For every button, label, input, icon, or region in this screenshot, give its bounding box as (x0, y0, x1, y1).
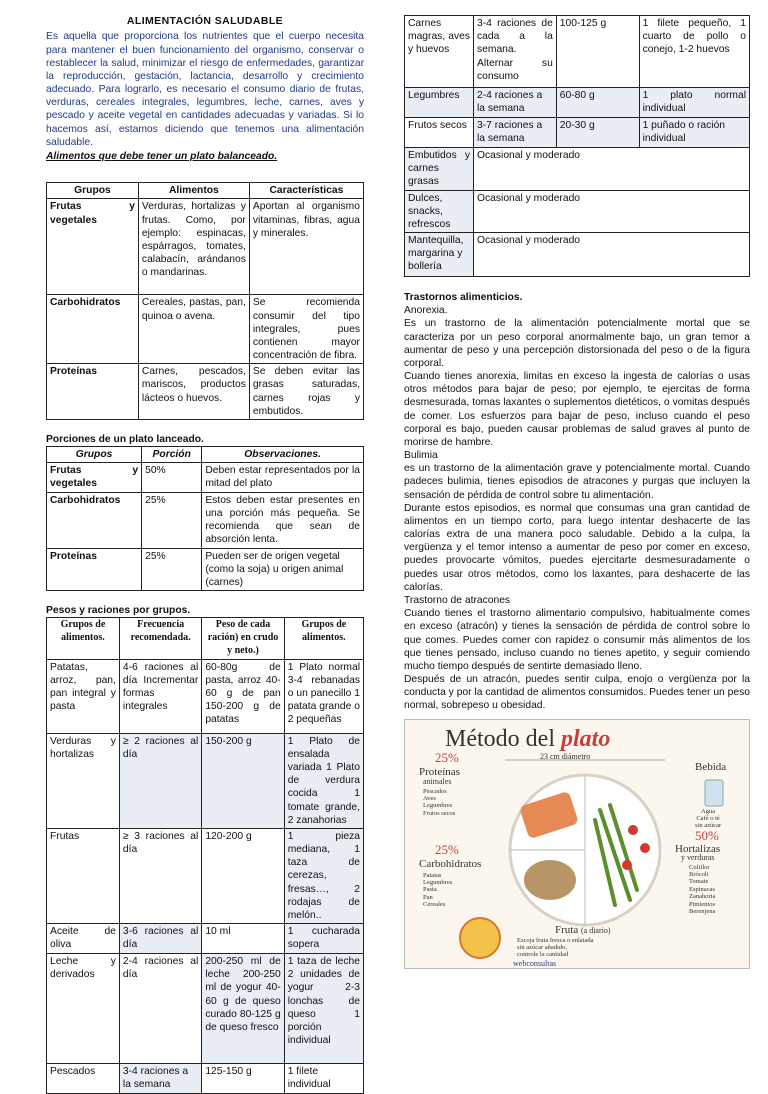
table-cell: ≥ 2 raciones al día (119, 733, 201, 828)
intro-paragraph: Es aquella que proporciona los nutrientes que el cuerpo necesita para mantener el buen funcionamiento del organismo, conservar o restablecer la salud, minimizar el riesgo de enfermedades, garantizar la reproducción, gestación, lactancia, desarrollo y crecimiento adecuado. Para lograrlo, es necesario el consumo diario de frutas, verduras, cereales integrales, legumbres, leche, carnes, aves y pescado y aceite vegetal en cantidades adecuadas y variadas. Si lo hacemos así, estamos diciendo que tenemos una alimentación saludable. (46, 31, 364, 148)
table-cell: 1 filete individual (284, 1064, 363, 1094)
table-cell: Ocasional y moderado (474, 148, 750, 191)
weights-table (46, 617, 364, 1094)
table-header-row (47, 183, 364, 199)
drink-label: Bebida (695, 760, 727, 773)
table-cell: Frutos secos (405, 118, 474, 148)
table-header: Grupos de alimentos. (47, 618, 120, 659)
table-cell: ≥ 3 raciones al día (119, 828, 201, 923)
vegetables-items: Coliflor Brócoli Tomate Espinacas Zanahoria Pimientos Berenjena (689, 863, 716, 916)
vegetables-label-2: y verduras (681, 852, 715, 862)
table-row (47, 954, 364, 1064)
anorexia-paragraph-2: Cuando tienes anorexia, limitas en exceso la ingesta de calorías o usas otros métodos para bajar de peso; por ejemplo, te ejercitas de forma desmesurada, tomas laxantes o suplementos dietéticos, o vomitas después de comer. Los esfuerzos para bajar de peso, incluso cuando el peso corporal es bajo, pueden causar problemas de salud graves al punto de morirse de hambre. (404, 371, 750, 448)
table-cell: 3-6 raciones al día (119, 924, 201, 954)
table-cell: Ocasional y moderado (474, 190, 750, 233)
carbs-items: Patatas Legumbres Pasta Pan Cereales (423, 871, 453, 909)
table-row (47, 295, 364, 364)
table-cell: Frutas (47, 828, 120, 923)
table-cell: 60-80g de pasta, arroz 40-60 g de pan 150-200 g de patatas (202, 659, 284, 733)
footer-brand: webconsultas (513, 958, 557, 968)
table-cell: Leche y derivados (47, 954, 120, 1064)
table-cell: 4-6 raciones al día Incrementar formas integrales (119, 659, 201, 733)
table-cell: 1 taza de leche 2 unidades de yogur 2-3 lonchas de queso 1 porción individual (284, 954, 363, 1064)
right-column (404, 0, 750, 969)
table-cell: Carbohidratos (47, 492, 142, 548)
table-row (47, 548, 364, 591)
table-cell: Legumbres (405, 88, 474, 118)
table-header: Alimentos (138, 183, 249, 199)
binge-paragraph-2: Después de un atracón, puedes sentir culpa, enojo o vergüenza por la conducta y por la cantidad de alimentos consumidos. Puedes tener un peso normal, sobrepeso u obesidad. (404, 674, 750, 712)
table-row (47, 199, 364, 295)
table-header-row (47, 618, 364, 659)
table-header: Grupos de alimentos. (284, 618, 363, 659)
table-row (47, 659, 364, 733)
table-cell: Proteínas (47, 364, 139, 420)
table-cell: 1 cucharada sopera (284, 924, 363, 954)
weights-table-continued (404, 15, 750, 277)
proteins-sub: animales (423, 776, 452, 786)
table-row (405, 88, 750, 118)
table-cell: 2-4 raciones al día (119, 954, 201, 1064)
table-header: Peso de cada ración) en crudo y neto.) (202, 618, 284, 659)
table-row (47, 733, 364, 828)
drink-items: Agua Café o té sin azúcar (695, 807, 722, 830)
table-cell: Carbohidratos (47, 295, 139, 364)
table-cell: 120-200 g (202, 828, 284, 923)
table-cell: Pueden ser de origen vegetal (como la soja) u origen animal (carnes) (202, 548, 364, 591)
table-row (47, 463, 364, 492)
fruit-bowl-icon (460, 918, 500, 958)
proteins-items: Pescados Aves Legumbres Frutos secos (423, 787, 456, 817)
table-cell: 3-4 raciones de cada a la semana. Alternar su consumo (474, 16, 557, 88)
table-cell: Cereales, pastas, pan, quinoa o avena. (138, 295, 249, 364)
table-cell: Estos deben estar presentes en una porción más pequeña. Se recomienda que sean de absorción lenta. (202, 492, 364, 548)
table-cell: 1 pieza mediana, 1 taza de cerezas, fresas…, 2 rodajas de melón.. (284, 828, 363, 923)
proteins-label: Proteínas (419, 765, 460, 778)
table-cell: Patatas, arroz, pan, pan integral y pasta (47, 659, 120, 733)
carbs-percent: 25% (435, 841, 459, 857)
table-cell: Mantequilla, margarina y bollería (405, 233, 474, 277)
proteins-percent: 25% (435, 749, 459, 765)
plate-method-infographic (404, 719, 750, 969)
table-cell: Deben estar representados por la mitad del plato (202, 463, 364, 492)
weights-heading: Pesos y raciones por grupos. (46, 605, 191, 617)
table-header: Grupos (47, 183, 139, 199)
anorexia-paragraph-1: Es un trastorno de la alimentación potencialmente mortal que se caracteriza por un peso corporal anormalmente bajo, un gran temor a aumentar de peso y una percepción distorsionada del peso o de la figura corporal. (404, 318, 750, 369)
table-cell: 3-4 raciones a la semana (119, 1064, 201, 1094)
table-cell: Proteínas (47, 548, 142, 591)
table-header: Porción (142, 447, 202, 463)
table-row (47, 1064, 364, 1094)
portions-heading: Porciones de un plato lanceado. (46, 433, 204, 445)
table-cell: Aceite de oliva (47, 924, 120, 954)
food-groups-table (46, 182, 364, 420)
fruit-label (555, 923, 611, 937)
left-column (46, 0, 364, 1094)
portions-table (46, 446, 364, 591)
table-header: Grupos (47, 447, 142, 463)
table-row (47, 828, 364, 923)
drink-glass-icon (705, 780, 723, 806)
bulimia-paragraph-2: Durante estos episodios, es normal que consumas una gran cantidad de alimentos en un tiempo corto, para luego intentar deshacerte de las calorías extra de una manera poco saludable. Debido a la culpa, la vergüenza y el temor intenso a aumentar de peso por comer en exceso, puedes provocarte vómitos, puedes ejercitarte desmesuradamente o puedes usar otros métodos, como los laxantes, para deshacerte de las calorías. (404, 502, 750, 593)
plate-title-accent: plato (560, 725, 611, 752)
table-cell: 100-125 g (556, 16, 639, 88)
table-row (405, 233, 750, 277)
table-row (47, 492, 364, 548)
table-cell: Frutas y vegetales (47, 199, 139, 295)
table-cell: 50% (142, 463, 202, 492)
table-cell: Embutidos y carnes grasas (405, 148, 474, 191)
table-cell: 125-150 g (202, 1064, 284, 1094)
table-cell: 1 filete pequeño, 1 cuarto de pollo o conejo, 1-2 huevos (639, 16, 749, 88)
table-cell: Frutas y vegetales (47, 463, 142, 492)
table-cell: 150-200 g (202, 733, 284, 828)
grain-icon (524, 860, 576, 900)
carbs-label: Carbohidratos (419, 857, 482, 870)
table-header-row (47, 447, 364, 463)
fruit-sub: (a diario) (580, 925, 611, 935)
table-cell: 25% (142, 548, 202, 591)
table-cell: Dulces, snacks, refrescos (405, 190, 474, 233)
binge-label: Trastorno de atracones (404, 594, 511, 606)
binge-paragraph-1: Cuando tienes el trastorno alimentario compulsivo, habitualmente comes en exceso (atracón) y tienes la sensación de pérdida de control sobre lo que comes. Puedes comer con rapidez o consumir más alimentos de los que tienes pensado, incluso cuando no tienes apetito, y seguir comiendo mucho tiempo después de sentirte demasiado lleno. (404, 608, 750, 672)
table-row (47, 924, 364, 954)
table-cell: Carnes magras, aves y huevos (405, 16, 474, 88)
bulimia-paragraph-1: es un trastorno de la alimentación grave y potencialmente mortal. Cuando padeces bulimia, tienes episodios de atracones y purgas que incluyen la sensación de pérdida de control sobre tu alimentación. (404, 463, 750, 501)
table-cell: Aportan al organismo vitaminas, fibras, agua y minerales. (249, 199, 363, 295)
table-row (405, 148, 750, 191)
balanced-plate-heading: Alimentos que debe tener un plato balanceado. (46, 150, 278, 162)
table-cell: Verduras y hortalizas (47, 733, 120, 828)
table-header: Observaciones. (202, 447, 364, 463)
table-row (47, 364, 364, 420)
table-cell: 25% (142, 492, 202, 548)
table-row (405, 118, 750, 148)
table-cell: 200-250 ml de leche 200-250 ml de yogur 40-60 g de queso curado 80-125 g de queso fresco (202, 954, 284, 1064)
page-title: ALIMENTACIÓN SALUDABLE (126, 15, 284, 27)
table-cell: 1 plato normal individual (639, 88, 749, 118)
table-cell: Se recomienda consumir del tipo integrales, pues contienen mayor concentración de fibra. (249, 295, 363, 364)
table-cell: Pescados (47, 1064, 120, 1094)
table-header: Frecuencia recomendada. (119, 618, 201, 659)
anorexia-label: Anorexia. (404, 305, 448, 317)
table-cell: Se deben evitar las grasas saturadas, carnes rojas y embutidos. (249, 364, 363, 420)
table-cell: Verduras, hortalizas y frutas. Como, por ejemplo: espinacas, espárragos, tomates, calabacín, arándanos o mandarinas. (138, 199, 249, 295)
table-cell: 1 puñado o ración individual (639, 118, 749, 148)
table-cell: 10 ml (202, 924, 284, 954)
table-header: Características (249, 183, 363, 199)
table-cell: Carnes, pescados, mariscos, productos lácteos o huevos. (138, 364, 249, 420)
fruit-name: Fruta (555, 923, 579, 936)
table-cell: 2-4 raciones a la semana (474, 88, 557, 118)
disorders-heading: Trastornos alimenticios. (404, 292, 523, 304)
fruit-items: Escoja fruta fresca o enlatada sin azúcar añadido, controle la cantidad (517, 936, 594, 959)
table-row (405, 190, 750, 233)
table-cell: 20-30 g (556, 118, 639, 148)
table-cell: 1 Plato normal 3-4 rebanadas o un panecillo 1 patata grande o 2 pequeñas (284, 659, 363, 733)
bulimia-label: Bulimia (404, 450, 438, 462)
table-cell: 1 Plato de ensalada variada 1 Plato de verdura cocida 1 tomate grande, 2 zanahorias (284, 733, 363, 828)
vegetables-percent: 50% (695, 827, 719, 843)
table-cell: 3-7 raciones a la semana (474, 118, 557, 148)
table-cell: Ocasional y moderado (474, 233, 750, 277)
diameter-label: 23 cm diámetro (540, 751, 591, 761)
table-row (405, 16, 750, 88)
plate-title-main: Método del (445, 725, 555, 752)
vegetables-label: Hortalizas (675, 842, 721, 855)
table-cell: 60-80 g (556, 88, 639, 118)
